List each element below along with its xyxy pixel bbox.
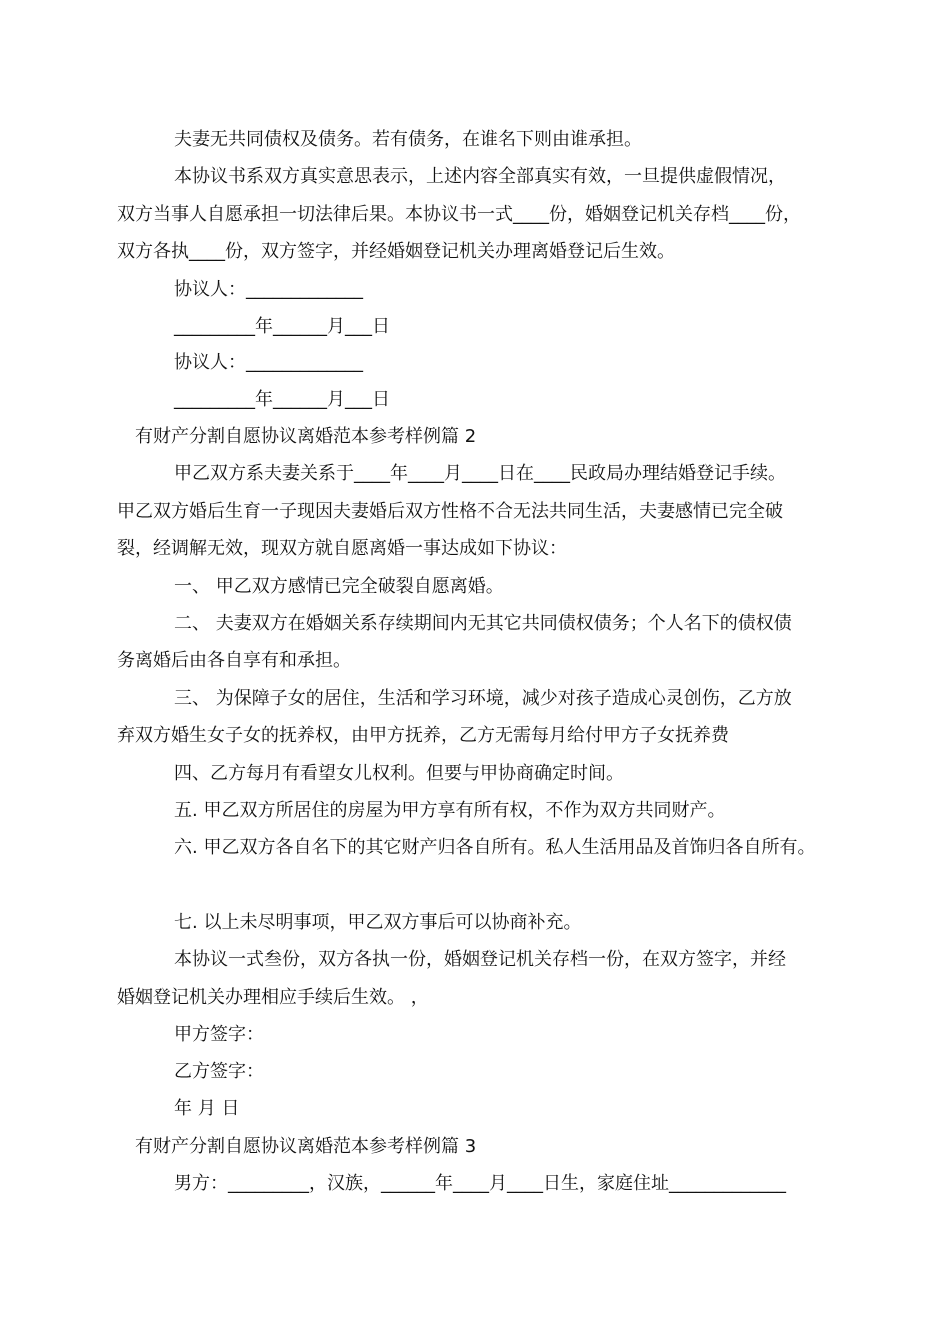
paragraph-line: 裂，经调解无效，现双方就自愿离婚一事达成如下协议： [117, 538, 567, 559]
signature-line: 甲方签字： [174, 1024, 264, 1045]
paragraph-line: 双方当事人自愿承担一切法律后果。本协议书一式____份，婚姻登记机关存档____份， [117, 204, 801, 225]
clause-line: 七. 以上未尽明事项，甲乙双方事后可以协商补充。 [174, 912, 582, 933]
clause-line: 二、 夫妻双方在婚姻关系存续期间内无其它共同债权债务；个人名下的债权债 [174, 613, 792, 634]
clause-line: 六. 甲乙双方各自名下的其它财产归各自所有。私人生活用品及首饰归各自所有。 [174, 837, 816, 858]
signature-line: 协议人：_____________ [174, 279, 363, 300]
clause-line: 三、 为保障子女的居住，生活和学习环境，减少对孩子造成心灵创伤，乙方放 [174, 688, 792, 709]
paragraph-line: 甲乙双方系夫妻关系于____年____月____日在____民政局办理结婚登记手续。 [174, 463, 786, 484]
clause-line: 五. 甲乙双方所居住的房屋为甲方享有所有权，不作为双方共同财产。 [174, 800, 726, 821]
clause-line: 弃双方婚生女子女的抚养权，由甲方抚养，乙方无需每月给付甲方子女抚养费 [117, 725, 729, 746]
clause-line: 一、 甲乙双方感情已完全破裂自愿离婚。 [174, 576, 504, 597]
paragraph-line: 双方各执____份，双方签字，并经婚姻登记机关办理离婚登记后生效。 [117, 241, 675, 262]
clause-line: 务离婚后由各自享有和承担。 [117, 650, 351, 671]
paragraph-line: 本协议一式叁份，双方各执一份，婚姻登记机关存档一份，在双方签字，并经 [174, 949, 786, 970]
date-line: _________年______月___日 [174, 389, 390, 410]
date-line: _________年______月___日 [174, 316, 390, 337]
paragraph-line: 婚姻登记机关办理相应手续后生效。 ， [117, 987, 429, 1008]
section-heading: 有财产分割自愿协议离婚范本参考样例篇 3 [135, 1136, 477, 1157]
paragraph-line: 男方：_________，汉族，______年____月____日生，家庭住址_____________ [174, 1173, 786, 1194]
section-heading: 有财产分割自愿协议离婚范本参考样例篇 2 [135, 426, 477, 447]
paragraph-line: 夫妻无共同债权及债务。若有债务，在谁名下则由谁承担。 [174, 129, 642, 150]
signature-line: 协议人：_____________ [174, 352, 363, 373]
paragraph-line: 本协议书系双方真实意思表示，上述内容全部真实有效，一旦提供虚假情况， [174, 166, 786, 187]
paragraph-line: 甲乙双方婚后生育一子现因夫妻婚后双方性格不合无法共同生活，夫妻感情已完全破 [117, 501, 783, 522]
date-line: 年 月 日 [174, 1098, 240, 1119]
signature-line: 乙方签字： [174, 1061, 264, 1082]
clause-line: 四、乙方每月有看望女儿权利。但要与甲协商确定时间。 [174, 763, 624, 784]
